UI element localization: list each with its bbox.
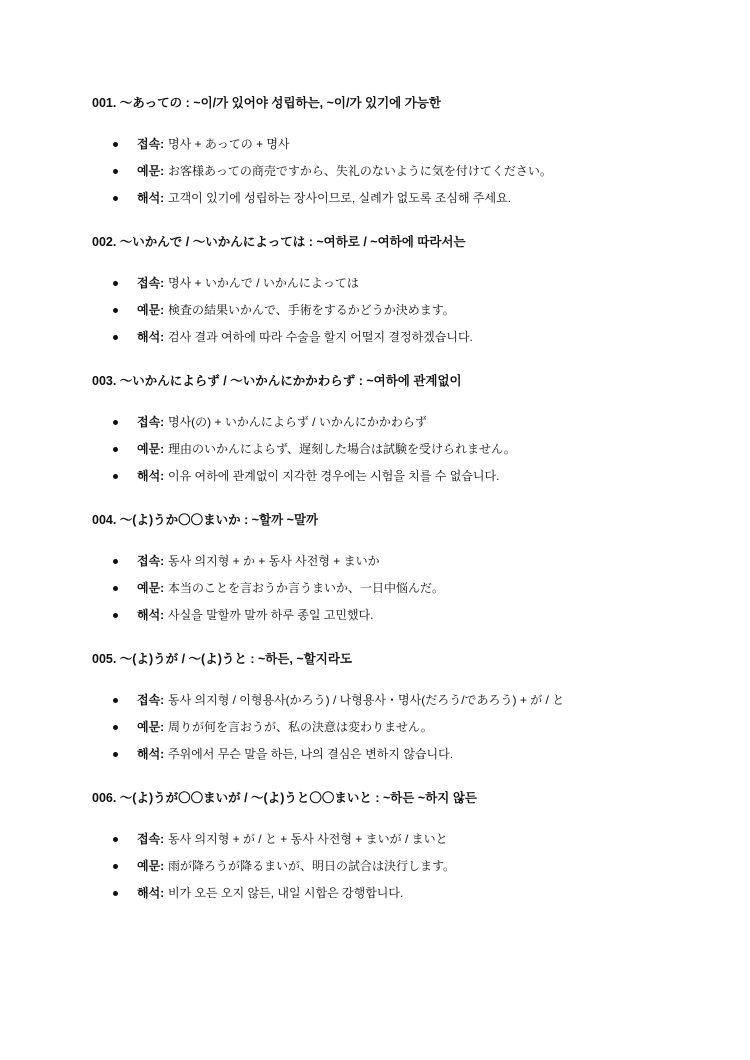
item-text: お客様あっての商売ですから、失礼のないように気を付けてください。 xyxy=(168,164,552,178)
bullet-icon xyxy=(113,586,118,591)
item-label: 예문: xyxy=(137,859,165,873)
item-text: 비가 오든 오지 않든, 내일 시합은 강행합니다. xyxy=(168,886,404,900)
item-text: 本当のことを言おうか言うまいか、一日中悩んだ。 xyxy=(168,581,445,595)
grammar-entry xyxy=(92,94,712,233)
entry-heading: 002. 〜いかんで / 〜いかんによっては : ~여하로 / ~여하에 따라서는 xyxy=(92,235,466,249)
item-text: 명사 + あっての + 명사 xyxy=(168,137,290,151)
item-label: 해석: xyxy=(137,608,165,622)
bullet-icon xyxy=(113,864,118,869)
item-text: 동사 의지형 / 이형용사(かろう) / 나형용사・명사(だろう/であろう) + が / と xyxy=(168,693,565,707)
item-label: 예문: xyxy=(137,720,165,734)
entry-heading: 006. 〜(よ)うが〇〇まいが / 〜(よ)うと〇〇まいと : ~하든 ~하지 않든 xyxy=(92,791,477,805)
grammar-entry xyxy=(92,789,712,928)
bullet-icon xyxy=(113,725,118,730)
grammar-entry xyxy=(92,650,712,789)
bullet-icon xyxy=(113,420,118,425)
item-label: 해석: xyxy=(137,330,165,344)
item-text: 검사 결과 여하에 따라 수술을 할지 어떨지 결정하겠습니다. xyxy=(168,330,473,344)
bullet-icon xyxy=(113,837,118,842)
bullet-icon xyxy=(113,169,118,174)
bullet-icon xyxy=(113,613,118,618)
item-label: 접속: xyxy=(137,832,165,846)
item-label: 접속: xyxy=(137,137,165,151)
item-label: 해석: xyxy=(137,191,165,205)
grammar-entry xyxy=(92,233,712,372)
item-label: 접속: xyxy=(137,276,165,290)
item-label: 접속: xyxy=(137,693,165,707)
item-text: 동사 의지형 + か + 동사 사전형 + まいか xyxy=(168,554,380,568)
bullet-icon xyxy=(113,142,118,147)
item-label: 접속: xyxy=(137,415,165,429)
item-label: 해석: xyxy=(137,747,165,761)
item-label: 예문: xyxy=(137,581,165,595)
item-text: 検査の結果いかんで、手術をするかどうか決めます。 xyxy=(168,303,455,317)
grammar-entry xyxy=(92,372,712,511)
item-text: 周りが何を言おうが、私の決意は変わりません。 xyxy=(168,720,433,734)
entry-heading: 005. 〜(よ)うが / 〜(よ)うと : ~하든, ~할지라도 xyxy=(92,652,352,666)
bullet-icon xyxy=(113,308,118,313)
item-label: 해석: xyxy=(137,886,165,900)
entry-heading: 003. 〜いかんによらず / 〜いかんにかかわらず : ~여하에 관계없이 xyxy=(92,374,462,388)
entry-heading: 004. 〜(よ)うか〇〇まいか : ~할까 ~말까 xyxy=(92,513,319,527)
bullet-icon xyxy=(113,891,118,896)
bullet-icon xyxy=(113,335,118,340)
item-text: 雨が降ろうが降るまいが、明日の試合は決行します。 xyxy=(168,859,456,873)
item-text: 이유 여하에 관계없이 지각한 경우에는 시험을 치를 수 없습니다. xyxy=(168,469,500,483)
item-text: 고객이 있기에 성립하는 장사이므로, 실례가 없도록 조심해 주세요. xyxy=(168,191,511,205)
bullet-icon xyxy=(113,196,118,201)
grammar-entry xyxy=(92,511,712,650)
bullet-icon xyxy=(113,281,118,286)
bullet-icon xyxy=(113,447,118,452)
bullet-icon xyxy=(113,559,118,564)
item-text: 주위에서 무슨 말을 하든, 나의 결심은 변하지 않습니다. xyxy=(168,747,454,761)
entry-heading: 001. 〜あっての : ~이/가 있어야 성립하는, ~이/가 있기에 가능한 xyxy=(92,96,441,110)
item-text: 사실을 말할까 말까 하루 종일 고민했다. xyxy=(168,608,374,622)
item-label: 예문: xyxy=(137,164,165,178)
item-text: 명사 + いかんで / いかんによっては xyxy=(168,276,359,290)
item-label: 예문: xyxy=(137,303,165,317)
item-text: 명사(の) + いかんによらず / いかんにかかわらず xyxy=(168,415,427,429)
item-label: 해석: xyxy=(137,469,165,483)
item-text: 理由のいかんによらず、遅刻した場合は試験を受けられません。 xyxy=(168,442,516,456)
item-label: 예문: xyxy=(137,442,165,456)
bullet-icon xyxy=(113,752,118,757)
item-label: 접속: xyxy=(137,554,165,568)
item-text: 동사 의지형 + が / と + 동사 사전형 + まいが / まいと xyxy=(168,832,448,846)
bullet-icon xyxy=(113,698,118,703)
bullet-icon xyxy=(113,474,118,479)
